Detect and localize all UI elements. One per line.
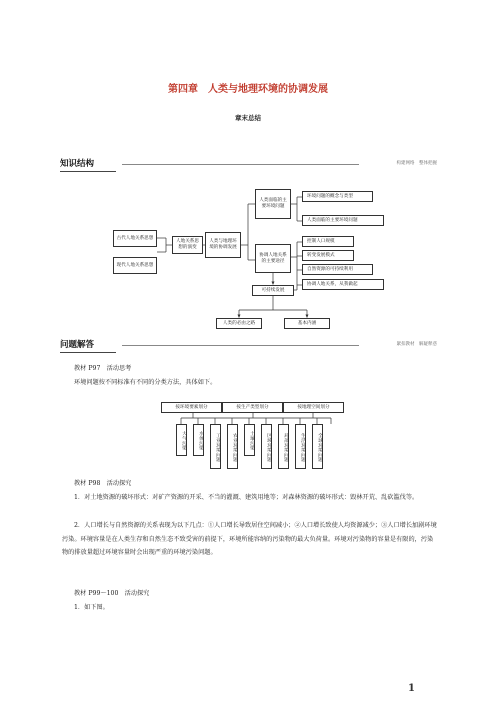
section-title: 知识结构 xyxy=(60,159,95,169)
node-coordinate-from-me: 协调人地关系，从我做起 xyxy=(302,279,384,290)
classification-leaf: 工业环境问题 xyxy=(210,424,221,469)
classification-leaf: 区域环境问题 xyxy=(261,424,272,469)
node-coordination-approach: 协调人地关系的主要途径 xyxy=(255,244,291,273)
section-question-answers xyxy=(60,339,437,353)
divider xyxy=(122,164,359,165)
paragraph: 1．对土地资源的破坏形式：对矿产资源的开采、不当的灌溉、建筑用地等；对森林资源的破坏形式：毁林开荒、乱砍滥伐等。 xyxy=(74,494,419,501)
activity-label: 教材 P97 活动思考 xyxy=(74,365,132,372)
classification-leaf: 全球环境问题 xyxy=(312,424,323,469)
classification-leaf: 农业环境问题 xyxy=(227,424,238,469)
node-inevitable-path: 人类的必由之路 xyxy=(216,318,262,329)
page-subtitle: 章末总结 xyxy=(235,114,261,122)
divider xyxy=(60,352,116,353)
node-development-mode: 转变发展模式 xyxy=(302,250,354,261)
node-control-population: 控制人口规模 xyxy=(302,236,354,247)
node-modern-thought: 现代人地关系思想 xyxy=(113,257,157,274)
divider xyxy=(122,345,359,346)
node-main-problems: 人类面临的主要环境问题 xyxy=(255,189,291,219)
paragraph: 2．人口增长与自然资源的关系表现为以下几点：①人口增长导致居住空间减小；②人口增长致使人均资源减少；③人口增长加剧环境污染。环境容量是在人类生存和自然生态不致受害的前提下，环境所能容纳的污染物的最大负荷量。环境对污染物的容量是有限的，污染物的排放量超过环境容量时会出现严重的环境污染问题。 xyxy=(62,522,437,557)
classification-header-production: 按生产类型划分 xyxy=(222,402,283,413)
classification-leaf: 土壤污染 xyxy=(244,424,255,456)
page-title: 第四章 人类与地理环境的协调发展 xyxy=(168,84,328,95)
node-env-concept: 环境问题的概念与类型 xyxy=(302,191,373,202)
node-center-topic: 人类与地理环境的协调发展 xyxy=(205,232,241,258)
section-knowledge-structure xyxy=(60,158,437,172)
classification-header-space: 按地理空间划分 xyxy=(283,402,344,413)
paragraph: 环境问题按不同标准有不同的分类方法，具体如下。 xyxy=(74,379,217,386)
paragraph: 1．如下图。 xyxy=(74,604,109,611)
classification-header-element: 按环境要素划分 xyxy=(161,402,222,413)
classification-leaf: 大气污染 xyxy=(176,424,187,456)
classification-leaf: 生活环境问题 xyxy=(295,424,306,469)
section-tag: 紧扣教材 解疑释惑 xyxy=(396,342,437,347)
node-basic-connotation: 基本内涵 xyxy=(284,318,330,329)
node-thought-evolution: 人地关系思想的演变 xyxy=(172,236,203,254)
activity-label: 教材 P98 活动探究 xyxy=(74,480,132,487)
divider xyxy=(60,171,116,172)
node-env-problems: 人类面临的主要环境问题 xyxy=(302,215,384,226)
classification-leaf: 局部环境问题 xyxy=(278,424,289,469)
node-resource-use: 自然资源的可持续利用 xyxy=(302,264,373,275)
section-tag: 构建网络 整体把握 xyxy=(396,161,437,166)
node-ancient-thought: 古代人地关系思想 xyxy=(113,230,157,247)
node-sustainable-development: 可持续发展 xyxy=(252,285,294,296)
section-title: 问题解答 xyxy=(60,340,95,350)
classification-leaf: 水体污染 xyxy=(193,424,204,456)
page-number: 1 xyxy=(408,683,415,694)
activity-label: 教材 P99～100 活动探究 xyxy=(74,590,150,597)
